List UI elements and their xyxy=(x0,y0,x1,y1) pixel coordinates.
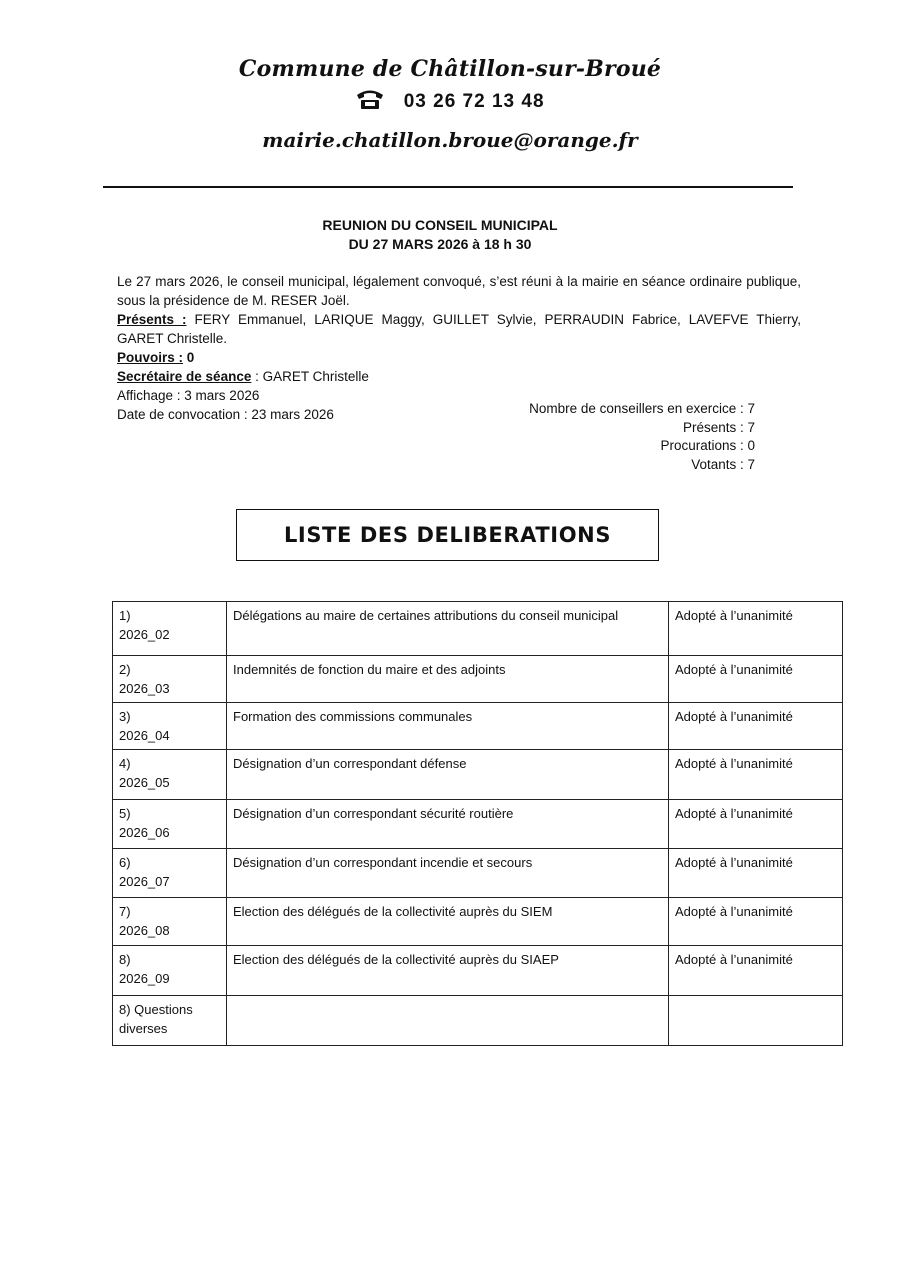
delib-code: 2026_08 xyxy=(119,923,170,938)
delib-result: Adopté à l’unanimité xyxy=(669,800,843,849)
delib-code: 2026_05 xyxy=(119,775,170,790)
header-divider xyxy=(103,186,793,188)
table-row xyxy=(113,996,843,1046)
meeting-title-line1: REUNION DU CONSEIL MUNICIPAL xyxy=(322,217,558,233)
delib-num: 8) Questions diverses xyxy=(119,1002,193,1036)
delib-code: 2026_09 xyxy=(119,971,170,986)
delib-number-cell xyxy=(113,656,227,703)
stat-presents: Présents : 7 xyxy=(682,419,755,435)
telephone-icon xyxy=(355,88,385,116)
stat-conseillers: Nombre de conseillers en exercice : 7 xyxy=(529,401,755,416)
delib-number-cell xyxy=(113,996,227,1046)
secretaire-value: : GARET Christelle xyxy=(251,369,369,384)
presents-value: FERY Emmanuel, LARIQUE Maggy, GUILLET Sylvie, PERRAUDIN Fabrice, LAVEFVE Thierry, GARET Christelle. xyxy=(117,312,801,346)
table-row xyxy=(113,898,843,946)
delib-num: 2) xyxy=(119,662,131,677)
delib-subject xyxy=(227,996,669,1046)
delib-subject: Election des délégués de la collectivité auprès du SIEM xyxy=(227,898,669,946)
meeting-title-line2: DU 27 MARS 2026 à 18 h 30 xyxy=(348,236,532,252)
stat-procurations: Procurations : 0 xyxy=(660,438,755,453)
secretaire-line xyxy=(117,367,801,386)
delib-subject: Délégations au maire de certaines attributions du conseil municipal xyxy=(227,602,669,656)
delib-number-cell xyxy=(113,849,227,898)
convocation-line: Date de convocation : 23 mars 2026 xyxy=(117,407,334,422)
delib-code: 2026_03 xyxy=(119,681,170,696)
stat-votants: Votants : 7 xyxy=(691,456,755,472)
pouvoirs-value: 0 xyxy=(183,350,195,365)
table-row xyxy=(113,703,843,750)
delib-num: 8) xyxy=(119,952,131,967)
intro-paragraph: Le 27 mars 2026, le conseil municipal, légalement convoqué, s’est réuni à la mairie en séance ordinaire publique, sous la présidence de M. RESER Joël. xyxy=(117,274,801,308)
delib-subject: Indemnités de fonction du maire et des adjoints xyxy=(227,656,669,703)
delib-num: 4) xyxy=(119,756,131,771)
presents-label: Présents : xyxy=(117,312,187,327)
delib-result: Adopté à l’unanimité xyxy=(669,656,843,703)
delib-number-cell xyxy=(113,800,227,849)
attendance-stats xyxy=(480,400,755,474)
delib-code: 2026_02 xyxy=(119,627,170,642)
presents-line xyxy=(117,310,801,348)
delib-num: 6) xyxy=(119,855,131,870)
phone-number: 03 26 72 13 48 xyxy=(403,91,545,112)
affichage-line: Affichage : 3 mars 2026 xyxy=(117,388,260,403)
table-row xyxy=(113,800,843,849)
delib-code: 2026_04 xyxy=(119,728,170,743)
delib-result: Adopté à l’unanimité xyxy=(669,946,843,996)
email-address: mairie.chatillon.broue@orange.fr xyxy=(262,128,638,152)
table-row xyxy=(113,656,843,703)
delib-number-cell xyxy=(113,946,227,996)
delib-result: Adopté à l’unanimité xyxy=(669,849,843,898)
delib-code: 2026_07 xyxy=(119,874,170,889)
delib-number-cell xyxy=(113,703,227,750)
delib-number-cell xyxy=(113,750,227,800)
delib-result xyxy=(669,996,843,1046)
delib-result: Adopté à l’unanimité xyxy=(669,703,843,750)
delib-subject: Désignation d’un correspondant sécurité routière xyxy=(227,800,669,849)
delib-result: Adopté à l’unanimité xyxy=(669,898,843,946)
list-title: LISTE DES DELIBERATIONS xyxy=(283,523,612,547)
list-title-box xyxy=(236,509,659,561)
pouvoirs-label: Pouvoirs : xyxy=(117,350,184,365)
delib-num: 5) xyxy=(119,806,131,821)
pouvoirs-line xyxy=(117,348,801,367)
delib-num: 3) xyxy=(119,709,131,724)
delib-subject: Formation des commissions communales xyxy=(227,703,669,750)
delib-num: 7) xyxy=(119,904,131,919)
delib-number-cell xyxy=(113,602,227,656)
table-row xyxy=(113,946,843,996)
delib-subject: Election des délégués de la collectivité auprès du SIAEP xyxy=(227,946,669,996)
delib-subject: Désignation d’un correspondant incendie et secours xyxy=(227,849,669,898)
delib-result: Adopté à l’unanimité xyxy=(669,602,843,656)
delib-result: Adopté à l’unanimité xyxy=(669,750,843,800)
table-row xyxy=(113,602,843,656)
secretaire-label: Secrétaire de séance xyxy=(117,369,252,384)
table-row xyxy=(113,849,843,898)
commune-name: Commune de Châtillon-sur-Broué xyxy=(238,56,662,82)
delib-number-cell xyxy=(113,898,227,946)
deliberations-table xyxy=(112,601,843,1046)
table-row xyxy=(113,750,843,800)
delib-num: 1) xyxy=(119,608,131,623)
phone-line xyxy=(0,88,900,116)
meeting-title xyxy=(0,216,880,254)
delib-code: 2026_06 xyxy=(119,825,170,840)
delib-subject: Désignation d’un correspondant défense xyxy=(227,750,669,800)
